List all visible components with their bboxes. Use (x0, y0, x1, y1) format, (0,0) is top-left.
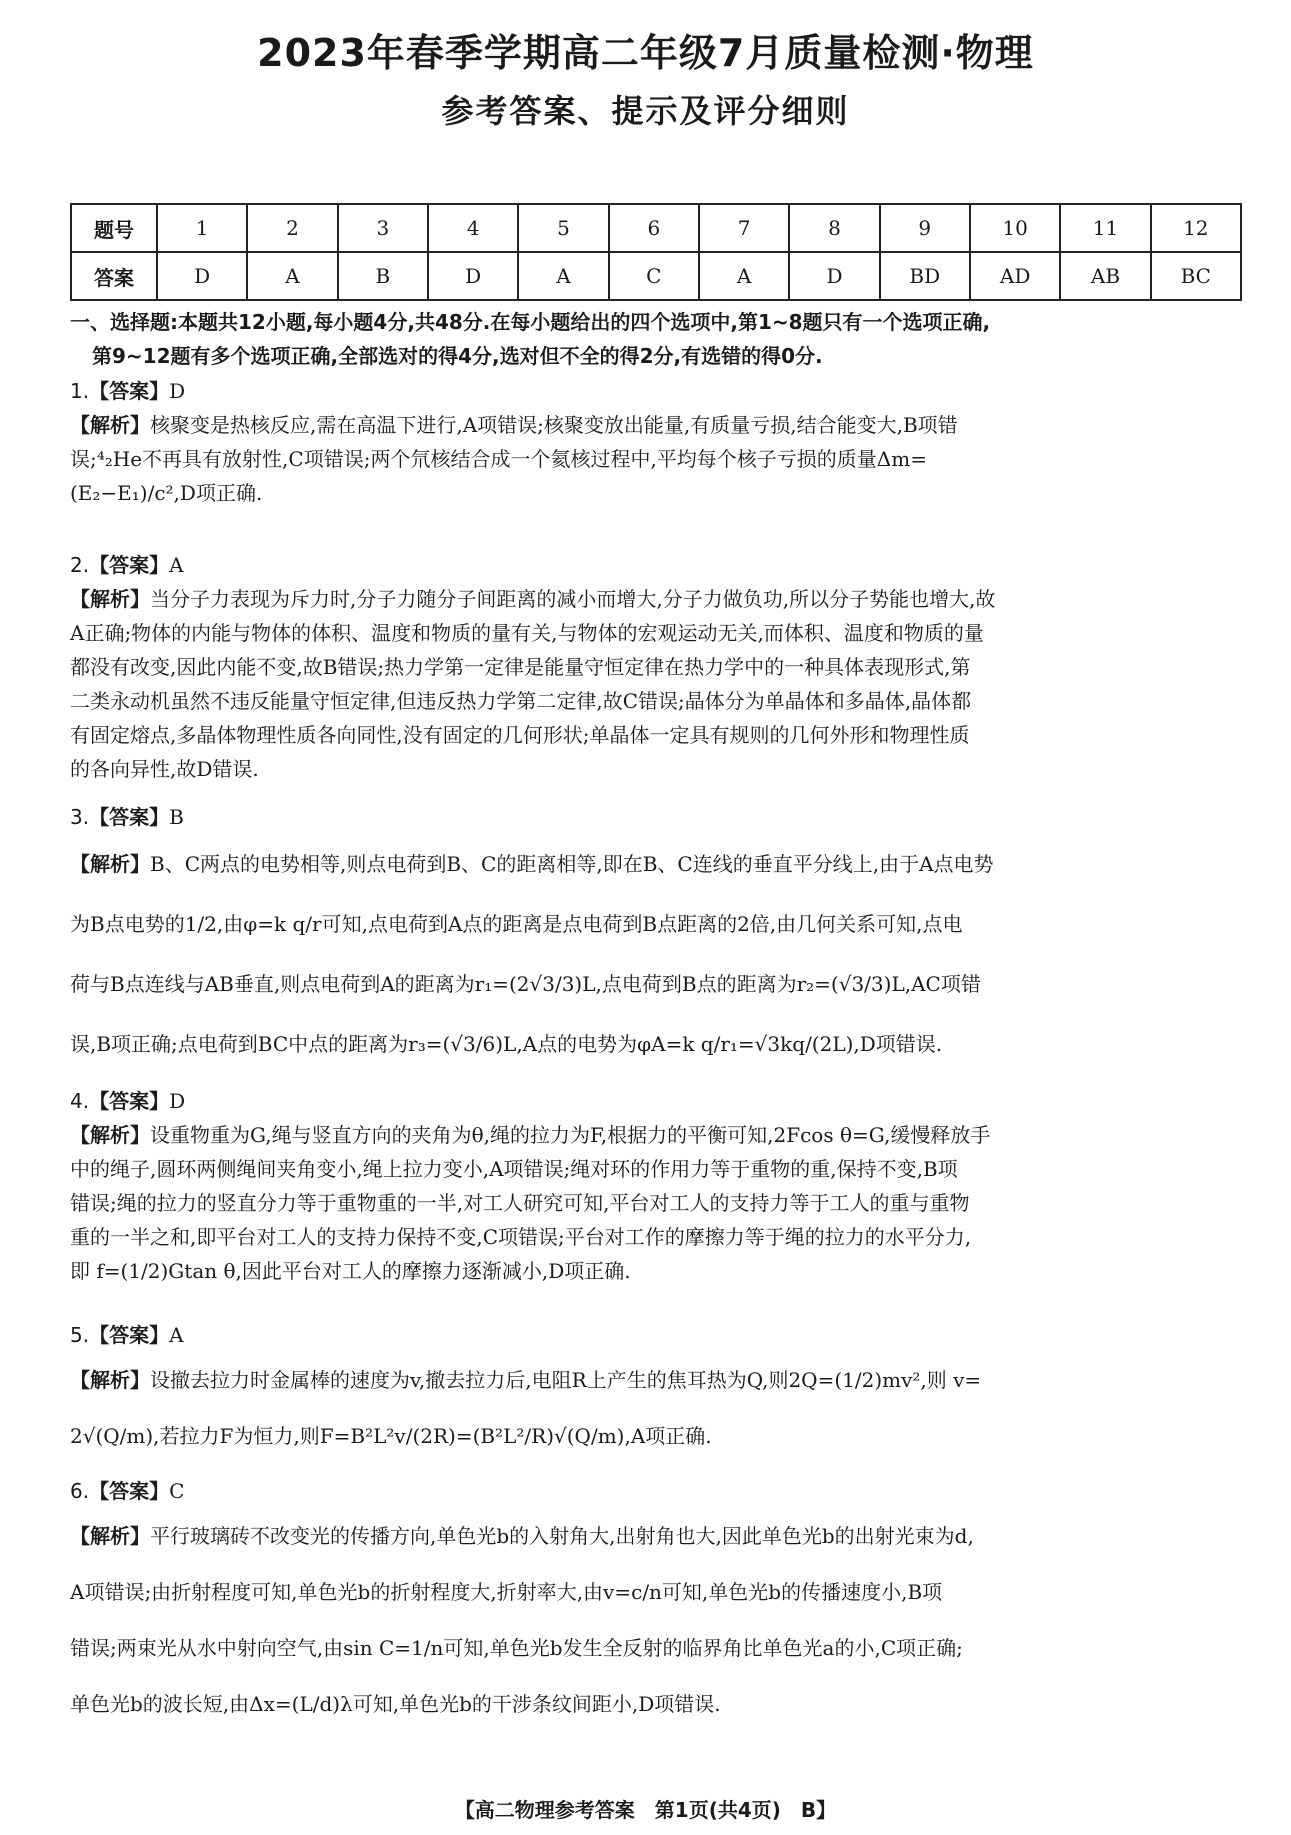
analysis-text (70, 582, 1242, 786)
table-cell: A (699, 252, 789, 300)
table-cell: 7 (699, 204, 789, 252)
table-cell: 10 (970, 204, 1060, 252)
analysis-line: 设重物重为G,绳与竖直方向的夹角为θ,绳的拉力为F,根据力的平衡可知,2Fcos θ=G,缓慢释放手 (150, 1123, 991, 1147)
analysis-line: 平行玻璃砖不改变光的传播方向,单色光b的入射角大,出射角也大,因此单色光b的出射光束为d, (150, 1524, 974, 1548)
table-cell: C (609, 252, 699, 300)
page-footer: 【高二物理参考答案 第1页(共4页) B】 (454, 1798, 837, 1822)
question-number: 2. (70, 553, 90, 577)
analysis-text (70, 408, 1242, 510)
question-answer-line (70, 1084, 1242, 1118)
analysis-line: 2√(Q/m),若拉力F为恒力,则F=B²L²v/(2R)=(B²L²/R)√(Q/m),A项正确. (70, 1424, 712, 1448)
analysis-line: 都没有改变,因此内能不变,故B错误;热力学第一定律是能量守恒定律在热力学中的一种具体表现形式,第 (70, 655, 971, 679)
question-4 (70, 1084, 1242, 1288)
question-5 (70, 1318, 1242, 1464)
question-3 (70, 800, 1242, 1074)
answer-table (70, 203, 1242, 301)
table-row-header-question-number: 题号 (71, 204, 157, 252)
analysis-label: 【解析】 (70, 1368, 150, 1392)
section-line: 第9~12题有多个选项正确,全部选对的得4分,选对但不全的得2分,有选错的得0分. (92, 344, 823, 368)
table-cell: 9 (880, 204, 970, 252)
analysis-label: 【解析】 (70, 587, 150, 611)
answer-label: 【答案】 (89, 553, 170, 577)
question-answer-line (70, 548, 1242, 582)
analysis-line: 即 f=(1/2)Gtan θ,因此平台对工人的摩擦力逐渐减小,D项正确. (70, 1259, 631, 1283)
question-number: 3. (70, 805, 90, 829)
analysis-line: (E₂−E₁)/c²,D项正确. (70, 481, 263, 505)
question-answer-line (70, 1474, 1242, 1508)
analysis-line: 当分子力表现为斥力时,分子力随分子间距离的减小而增大,分子力做负功,所以分子势能也增大,故 (150, 587, 996, 611)
table-cell: D (428, 252, 518, 300)
table-cell: D (789, 252, 879, 300)
question-answer-line (70, 374, 1242, 408)
analysis-line: 荷与B点连线与AB垂直,则点电荷到A的距离为r₁=(2√3/3)L,点电荷到B点的距离为r₂=(√3/3)L,AC项错 (70, 972, 981, 996)
table-cell: 4 (428, 204, 518, 252)
table-cell: AD (970, 252, 1060, 300)
analysis-line: 错误;两束光从水中射向空气,由sin C=1/n可知,单色光b发生全反射的临界角比单色光a的小,C项正确; (70, 1636, 963, 1660)
analysis-line: A正确;物体的内能与物体的体积、温度和物质的量有关,与物体的宏观运动无关,而体积、温度和物质的量 (70, 621, 984, 645)
section-instructions (70, 305, 1242, 373)
table-cell: 2 (247, 204, 337, 252)
question-answer-line (70, 800, 1242, 834)
answer-label: 【答案】 (89, 805, 170, 829)
table-cell: D (157, 252, 247, 300)
answer-value: D (169, 379, 186, 403)
analysis-text (70, 834, 1242, 1074)
question-1 (70, 374, 1242, 510)
answer-value: D (169, 1089, 186, 1113)
table-cell: 6 (609, 204, 699, 252)
table-cell: A (247, 252, 337, 300)
analysis-text (70, 1352, 1242, 1464)
table-cell: B (338, 252, 428, 300)
analysis-label: 【解析】 (70, 1524, 150, 1548)
table-row (71, 204, 1241, 252)
analysis-line: 的各向异性,故D错误. (70, 757, 259, 781)
analysis-line: 误;⁴₂He不再具有放射性,C项错误;两个氘核结合成一个氦核过程中,平均每个核子亏损的质量Δm= (70, 447, 927, 471)
analysis-line: 重的一半之和,即平台对工人的支持力保持不变,C项错误;平台对工作的摩擦力等于绳的拉力的水平分力, (70, 1225, 972, 1249)
analysis-line: 有固定熔点,多晶体物理性质各向同性,没有固定的几何形状;单晶体一定具有规则的几何外形和物理性质 (70, 723, 970, 747)
answer-label: 【答案】 (89, 379, 170, 403)
question-number: 6. (70, 1479, 90, 1503)
page-subtitle: 参考答案、提示及评分细则 (441, 92, 850, 130)
answer-value: C (169, 1479, 185, 1503)
table-cell: 12 (1151, 204, 1241, 252)
analysis-label: 【解析】 (70, 852, 150, 876)
analysis-text (70, 1508, 1242, 1732)
analysis-line: 核聚变是热核反应,需在高温下进行,A项错误;核聚变放出能量,有质量亏损,结合能变大,B项错 (150, 413, 958, 437)
analysis-label: 【解析】 (70, 1123, 150, 1147)
analysis-line: 误,B项正确;点电荷到BC中点的距离为r₃=(√3/6)L,A点的电势为φA=k q/r₁=√3kq/(2L),D项错误. (70, 1032, 943, 1056)
question-number: 5. (70, 1323, 90, 1347)
table-cell: 3 (338, 204, 428, 252)
page-title: 2023年春季学期高二年级7月质量检测·物理 (257, 31, 1034, 75)
analysis-line: 为B点电势的1/2,由φ=k q/r可知,点电荷到A点的距离是点电荷到B点距离的2倍,由几何关系可知,点电 (70, 912, 963, 936)
table-cell: BD (880, 252, 970, 300)
answer-value: B (169, 805, 184, 829)
analysis-line: 错误;绳的拉力的竖直分力等于重物重的一半,对工人研究可知,平台对工人的支持力等于工人的重与重物 (70, 1191, 970, 1215)
answer-label: 【答案】 (89, 1323, 170, 1347)
answer-value: A (169, 553, 184, 577)
analysis-line: B、C两点的电势相等,则点电荷到B、C的距离相等,即在B、C连线的垂直平分线上,由于A点电势 (150, 852, 994, 876)
table-cell: BC (1151, 252, 1241, 300)
analysis-line: A项错误;由折射程度可知,单色光b的折射程度大,折射率大,由v=c/n可知,单色光b的传播速度小,B项 (70, 1580, 943, 1604)
table-cell: AB (1060, 252, 1150, 300)
table-row (71, 252, 1241, 300)
table-cell: 5 (518, 204, 608, 252)
answer-value: A (169, 1323, 184, 1347)
analysis-line: 设撤去拉力时金属棒的速度为v,撤去拉力后,电阻R上产生的焦耳热为Q,则2Q=(1/2)mv²,则 v= (150, 1368, 982, 1392)
table-cell: 1 (157, 204, 247, 252)
analysis-line: 二类永动机虽然不违反能量守恒定律,但违反热力学第二定律,故C错误;晶体分为单晶体和多晶体,晶体都 (70, 689, 972, 713)
analysis-label: 【解析】 (70, 413, 150, 437)
table-cell: 11 (1060, 204, 1150, 252)
question-2 (70, 548, 1242, 786)
table-cell: 8 (789, 204, 879, 252)
analysis-text (70, 1118, 1242, 1288)
answer-label: 【答案】 (89, 1089, 170, 1113)
question-answer-line (70, 1318, 1242, 1352)
question-6 (70, 1474, 1242, 1732)
analysis-line: 单色光b的波长短,由Δx=(L/d)λ可知,单色光b的干涉条纹间距小,D项错误. (70, 1692, 721, 1716)
table-cell: A (518, 252, 608, 300)
question-number: 4. (70, 1089, 90, 1113)
table-row-header-answer: 答案 (71, 252, 157, 300)
answer-label: 【答案】 (89, 1479, 170, 1503)
section-line: 一、选择题:本题共12小题,每小题4分,共48分.在每小题给出的四个选项中,第1~8题只有一个选项正确, (70, 310, 991, 334)
analysis-line: 中的绳子,圆环两侧绳间夹角变小,绳上拉力变小,A项错误;绳对环的作用力等于重物的重,保持不变,B项 (70, 1157, 958, 1181)
question-number: 1. (70, 379, 90, 403)
